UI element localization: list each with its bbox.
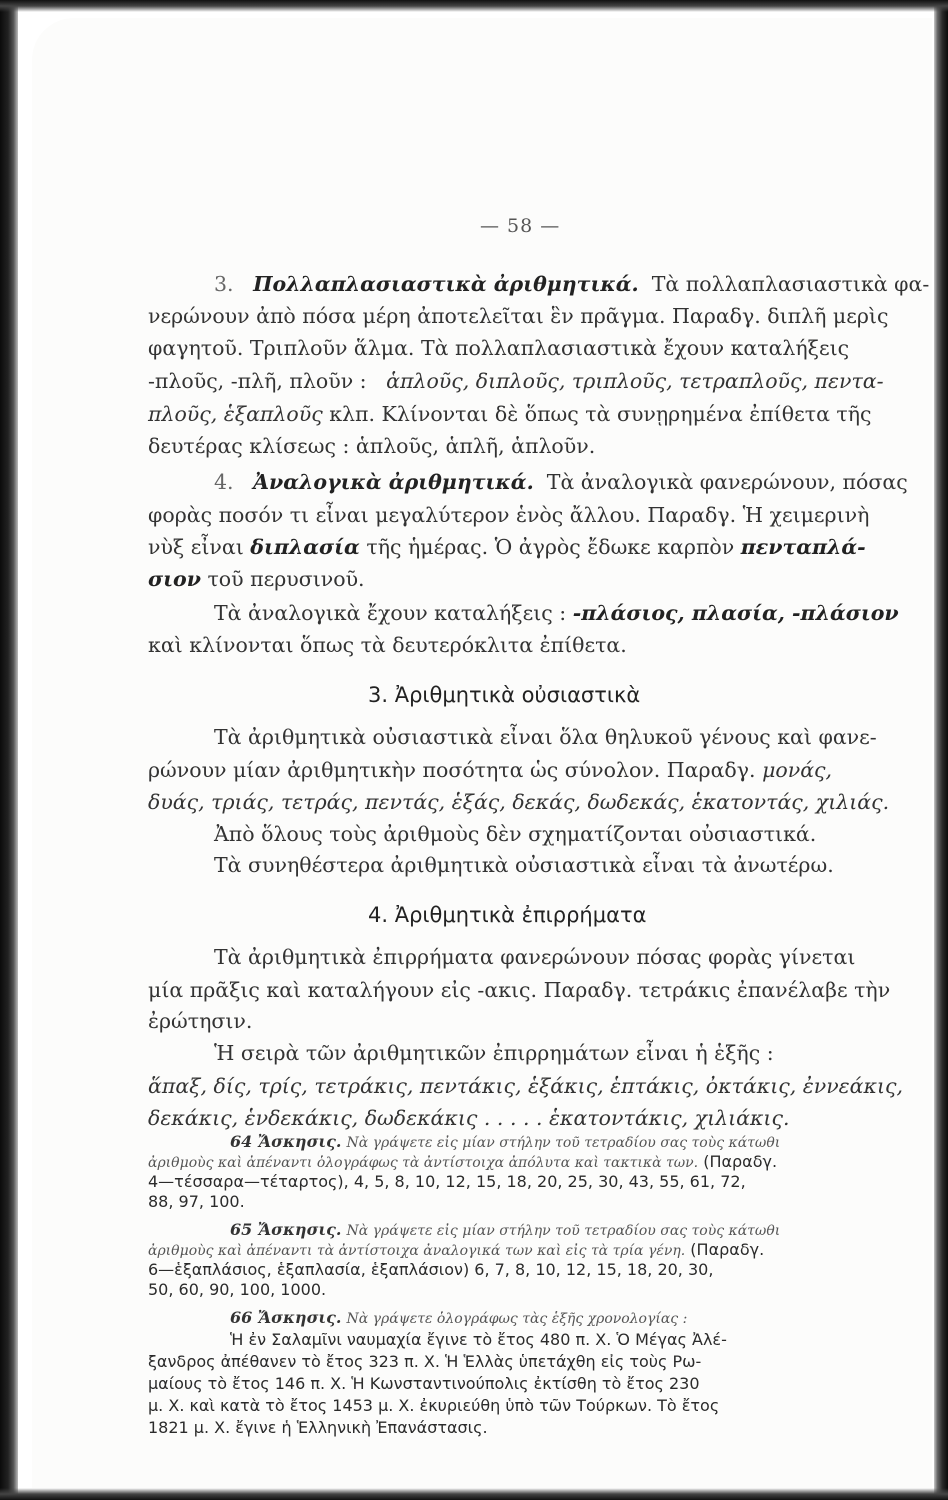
nouns-line-2: ρώνουν μίαν ἀριθμητικὴν ποσότητα ὡς σύνολον. Παραδγ. μονάς, bbox=[148, 758, 833, 782]
adverbs-line-2: μία πρᾶξις καὶ καταλήγουν εἰς -ακις. Παραδγ. τετράκις ἐπανέλαβε τὴν bbox=[148, 978, 891, 1002]
exercise-66-line-6: 1821 μ. Χ. ἔγινε ἡ Ἑλληνικὴ Ἐπανάστασις. bbox=[148, 1418, 488, 1437]
adverbs-line-3: ἐρώτησιν. bbox=[148, 1009, 253, 1033]
exercise-66-line-3: ξανδρος ἀπέθανεν τὸ ἔτος 323 π. Χ. Ἡ Ἑλλὰς ὑπετάχθη εἰς τοὺς Ρω- bbox=[148, 1352, 702, 1371]
exercise-66-line-2: Ἡ ἐν Σαλαμῖνι ναυμαχία ἔγινε τὸ ἔτος 480 π. Χ. Ὁ Μέγας Ἀλέ- bbox=[230, 1330, 727, 1349]
section-4-line-2: φορὰς ποσόν τι εἶναι μεγαλύτερον ἑνὸς ἄλλου. Παραδγ. Ἡ χειμερινὴ bbox=[148, 503, 870, 527]
section-4-line-3: νὺξ εἶναι διπλασία τῆς ἡμέρας. Ὁ ἀγρὸς ἔδωκε καρπὸν πενταπλά- bbox=[148, 535, 866, 559]
section-3-line-5: πλοῦς, ἑξαπλοῦς κλπ. Κλίνονται δὲ ὅπως τὰ συνῃρημένα ἐπίθετα τῆς bbox=[148, 402, 872, 426]
adverbs-line-6: δεκάκις, ἑνδεκάκις, δωδεκάκις . . . . . ἑκατοντάκις, χιλιάκις. bbox=[148, 1106, 790, 1130]
exercise-65-line-3: 6—ἑξαπλάσιος, ἑξαπλασία, ἑξαπλάσιον) 6, 7, 8, 10, 12, 15, 18, 20, 30, bbox=[148, 1260, 714, 1279]
heading-4: 4. Ἀριθμητικὰ ἐπιρρήματα bbox=[368, 903, 647, 927]
exercise-64-line-3: 4—τέσσαρα—τέταρτος), 4, 5, 8, 10, 12, 15, 18, 20, 25, 30, 43, 55, 61, 72, bbox=[148, 1172, 746, 1191]
exercise-66-line-4: μαίους τὸ ἔτος 146 π. Χ. Ἡ Κωνσταντινούπολις ἐκτίσθη τὸ ἔτος 230 bbox=[148, 1374, 700, 1393]
section-4-line-5: Τὰ ἀναλογικὰ ἔχουν καταλήξεις : -πλάσιος, πλασία, -πλάσιον bbox=[214, 601, 899, 625]
page-number: — 58 — bbox=[480, 215, 561, 237]
section-3-line-3: φαγητοῦ. Τριπλοῦν ἅλμα. Τὰ πολλαπλασιαστικὰ ἔχουν καταλήξεις bbox=[148, 336, 850, 360]
section-3-line-1: 3. Πολλαπλασιαστικὰ ἀριθμητικά. Τὰ πολλαπλασιαστικὰ φα- bbox=[214, 272, 930, 296]
exercise-65-line-1: 65 Ἄσκησις. Νὰ γράψετε εἰς μίαν στήλην τοῦ τετραδίου σας τοὺς κάτωθι bbox=[230, 1220, 781, 1239]
nouns-line-3: δυάς, τριάς, τετράς, πεντάς, ἑξάς, δεκάς, δωδεκάς, ἑκατοντάς, χιλιάς. bbox=[148, 790, 890, 814]
scan-edge-bottom bbox=[0, 1488, 948, 1500]
exercise-65-line-4: 50, 60, 90, 100, 1000. bbox=[148, 1280, 327, 1299]
section-4-line-6: καὶ κλίνονται ὅπως τὰ δευτερόκλιτα ἐπίθετα. bbox=[148, 633, 627, 657]
section-3-line-6: δευτέρας κλίσεως : ἁπλοῦς, ἁπλῆ, ἁπλοῦν. bbox=[148, 434, 596, 458]
section-4-line-1: 4. Ἀναλογικὰ ἀριθμητικά. Τὰ ἀναλογικὰ φανερώνουν, πόσας bbox=[214, 470, 908, 494]
exercise-65-line-2: ἀριθμοὺς καὶ ἀπέναντι τὰ ἀντίστοιχα ἀναλογικά των καὶ εἰς τὰ τρία γένη. (Παραδγ. bbox=[148, 1240, 765, 1259]
adverbs-line-5: ἅπαξ, δίς, τρίς, τετράκις, πεντάκις, ἑξάκις, ἑπτάκις, ὀκτάκις, ἐννεάκις, bbox=[148, 1074, 904, 1098]
exercise-64-line-1: 64 Ἄσκησις. Νὰ γράψετε εἰς μίαν στήλην τοῦ τετραδίου σας τοὺς κάτωθι bbox=[230, 1132, 781, 1151]
scan-edge-right bbox=[934, 0, 948, 1500]
exercise-66-line-5: μ. Χ. καὶ κατὰ τὸ ἔτος 1453 μ. Χ. ἐκυριεύθη ὑπὸ τῶν Τούρκων. Τὸ ἔτος bbox=[148, 1396, 720, 1415]
section-4-line-4: σιον τοῦ περυσινοῦ. bbox=[148, 567, 365, 591]
exercise-64-line-4: 88, 97, 100. bbox=[148, 1192, 245, 1211]
nouns-line-1: Τὰ ἀριθμητικὰ οὐσιαστικὰ εἶναι ὅλα θηλυκοῦ γένους καὶ φανε- bbox=[214, 725, 877, 749]
scan-edge-left bbox=[0, 0, 18, 1500]
exercise-66-line-1: 66 Ἄσκησις. Νὰ γράψετε ὁλογράφως τὰς ἑξῆς χρονολογίας : bbox=[230, 1308, 688, 1327]
section-3-line-4: -πλοῦς, -πλῆ, πλοῦν : ἁπλοῦς, διπλοῦς, τριπλοῦς, τετραπλοῦς, πεντα- bbox=[148, 369, 884, 393]
nouns-line-5: Τὰ συνηθέστερα ἀριθμητικὰ οὐσιαστικὰ εἶναι τὰ ἀνωτέρω. bbox=[214, 853, 834, 877]
exercise-64-line-2: ἀριθμοὺς καὶ ἀπέναντι ὁλογράφως τὰ ἀντίστοιχα ἀπόλυτα καὶ τακτικὰ των. (Παραδγ. bbox=[148, 1152, 778, 1171]
nouns-line-4: Ἀπὸ ὅλους τοὺς ἀριθμοὺς δὲν σχηματίζονται οὐσιαστικά. bbox=[214, 822, 817, 846]
adverbs-line-4: Ἡ σειρὰ τῶν ἀριθμητικῶν ἐπιρρημάτων εἶναι ἡ ἑξῆς : bbox=[214, 1041, 774, 1065]
section-3-line-2: νερώνουν ἀπὸ πόσα μέρη ἀποτελεῖται ἓν πρᾶγμα. Παραδγ. διπλῆ μερὶς bbox=[148, 304, 889, 328]
heading-3: 3. Ἀριθμητικὰ οὐσιαστικὰ bbox=[368, 683, 641, 707]
adverbs-line-1: Τὰ ἀριθμητικὰ ἐπιρρήματα φανερώνουν πόσας φορὰς γίνεται bbox=[214, 945, 856, 969]
scan-edge-top bbox=[0, 0, 948, 12]
